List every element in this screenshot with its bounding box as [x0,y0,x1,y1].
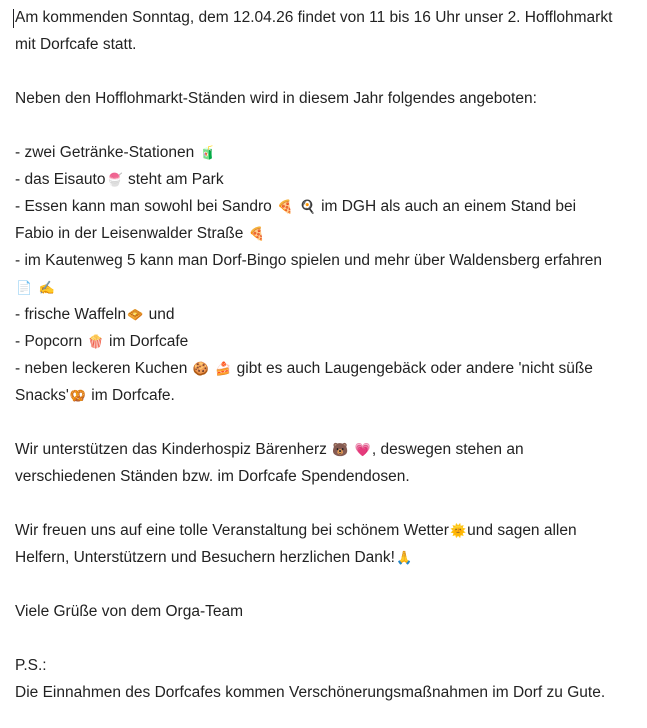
bear-icon: 🐻 [332,442,349,457]
hospiz-line-2: verschiedenen Ständen bzw. im Dorfcafe Spendendosen. [15,468,410,485]
list-item-cake-cont: Snacks'🥨 im Dorfcafe. [15,387,175,404]
ps-label: P.S.: [15,657,47,674]
cake-icon: 🍰 [215,361,232,376]
hospiz-line-1: Wir unterstützen das Kinderhospiz Bärenherz 🐻 💗, deswegen stehen an [15,441,524,458]
frying-pan-icon: 🍳 [299,199,316,214]
heart-icon: 💗 [354,442,371,457]
spacer [15,625,637,652]
intro-line-2: mit Dorfcafe statt. [15,36,137,53]
cookie-icon: 🍪 [192,361,209,376]
spacer [15,112,637,139]
memo-icon: 📄 [16,280,33,295]
list-item-food-cont: Fabio in der Leisenwalder Straße 🍕 [15,225,265,242]
offer-intro: Neben den Hofflohmarkt-Ständen wird in diesem Jahr folgendes angeboten: [15,90,537,107]
list-item-cake: - neben leckeren Kuchen 🍪 🍰 gibt es auch Laugengebäck oder andere 'nicht süße [15,360,593,377]
spacer [15,571,637,598]
waffle-icon: 🧇 [127,307,144,322]
spacer [15,58,637,85]
juice-box-icon: 🧃 [199,145,216,160]
pretzel-icon: 🥨 [69,388,86,403]
thanks-line-1: Wir freuen uns auf eine tolle Veranstaltung bei schönem Wetter🌞und sagen allen [15,522,577,539]
sun-icon: 🌞 [449,523,467,538]
pizza-icon: 🍕 [248,226,265,241]
intro-line-1 [15,4,637,31]
praying-hands-icon: 🙏 [395,550,413,565]
ps-text: Die Einnahmen des Dorfcafes kommen Verschönerungsmaßnahmen im Dorf zu Gute. [15,684,606,701]
list-item-bingo-cont [15,274,637,301]
ice-cream-icon: 🍧 [106,172,123,187]
list-item-eisauto: - das Eisauto🍧 steht am Park [15,171,224,188]
list-item-food: - Essen kann man sowohl bei Sandro 🍕 🍳 im DGH als auch an einem Stand bei [15,198,577,215]
list-item-bingo: - im Kautenweg 5 kann man Dorf-Bingo spielen und mehr über Waldensberg erfahren [15,252,603,269]
greeting: Viele Grüße von dem Orga-Team [15,603,244,620]
popcorn-icon: 🍿 [87,334,104,349]
pizza-icon: 🍕 [277,199,294,214]
thanks-line-2: Helfern, Unterstützern und Besuchern herzlichen Dank!🙏 [15,549,413,566]
writing-hand-icon: ✍️ [38,280,55,295]
spacer [15,490,637,517]
intro-text: Am kommenden Sonntag, dem 12.04.26 findet von 11 bis 16 Uhr unser 2. Hofflohmarkt [15,9,613,26]
list-item-drinks: - zwei Getränke-Stationen 🧃 [15,144,216,161]
list-item-waffles: - frische Waffeln🧇 und [15,306,175,323]
spacer [15,409,637,436]
text-cursor [13,9,14,28]
list-item-popcorn: - Popcorn 🍿 im Dorfcafe [15,333,189,350]
